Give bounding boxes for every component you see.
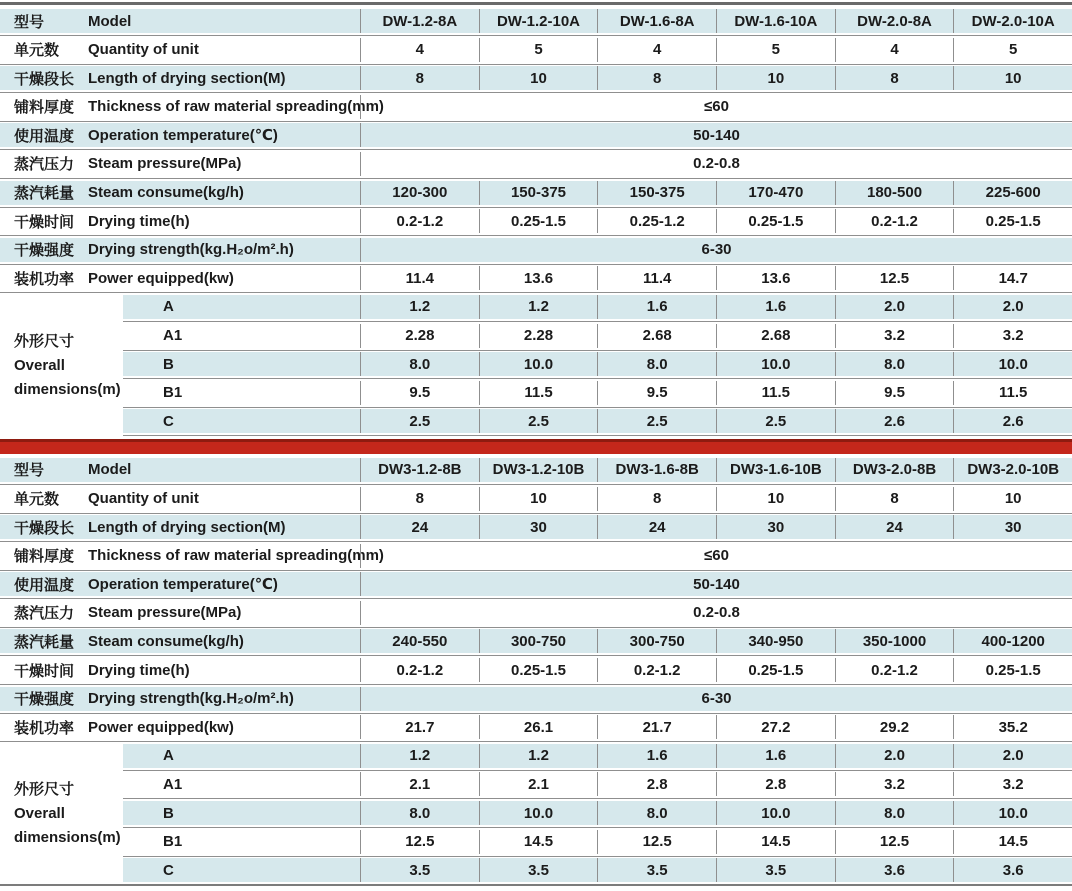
row-label-cn: 型号	[14, 462, 45, 480]
row-values	[360, 515, 1072, 539]
value-cell: 8.0	[835, 801, 954, 825]
row-label	[0, 266, 360, 290]
spec-row-time	[0, 209, 1072, 233]
row-values	[360, 487, 1072, 511]
dim-sub-label: B1	[163, 833, 183, 851]
value-cell: 1.6	[597, 295, 716, 319]
value-cell: 3.2	[835, 772, 954, 796]
row-label-en: Drying strength(kg.H₂o/m².h)	[88, 241, 294, 259]
value-cell-spanned: ≤60	[704, 547, 729, 565]
value-cell: 3.2	[953, 324, 1072, 348]
dim-row-B	[123, 801, 1072, 825]
value-cell: 150-375	[479, 181, 598, 205]
row-values	[360, 9, 1072, 33]
model-name-cell: DW-2.0-10A	[953, 9, 1072, 33]
value-cell: 3.5	[479, 858, 598, 882]
row-label	[0, 95, 384, 119]
value-cell: 14.5	[479, 830, 598, 854]
value-cell: 0.2-1.2	[396, 212, 444, 230]
value-cell: 10.0	[953, 801, 1072, 825]
model-name-cell: DW-2.0-8A	[835, 9, 954, 33]
value-cell: 0.25-1.5	[716, 209, 835, 233]
overall-dimensions-label-line: dimensions(m)	[14, 829, 121, 847]
row-values	[360, 772, 1072, 796]
overall-dimensions-label-line: 外形尺寸	[14, 333, 75, 351]
dim-row-A	[123, 744, 1072, 768]
row-label	[0, 658, 360, 682]
row-values	[360, 66, 1072, 90]
row-values	[360, 572, 1072, 596]
row-label-cn: 干燥时间	[14, 213, 75, 231]
value-cell: 12.5	[835, 830, 954, 854]
row-label	[0, 209, 360, 233]
row-values	[360, 458, 1072, 482]
value-cell: 10	[716, 66, 835, 90]
spec-row-power	[0, 715, 1072, 739]
row-label-en: Operation temperature(℃)	[88, 576, 278, 594]
value-cell: 300-750	[479, 629, 598, 653]
value-cell: 3.5	[409, 861, 431, 879]
row-values	[360, 544, 1072, 568]
value-cell-spanned: 50-140	[693, 575, 740, 593]
value-cell: 35.2	[953, 715, 1072, 739]
spec-row-models	[0, 9, 1072, 33]
row-label-en: Thickness of raw material spreading(mm)	[88, 98, 384, 116]
value-cell: 10.0	[479, 352, 598, 376]
spec-table-a	[0, 9, 1072, 438]
value-cell: 10	[479, 487, 598, 511]
value-cell: 24	[597, 515, 716, 539]
row-label-cn: 蒸汽耗量	[14, 633, 75, 651]
value-cell-spanned: ≤60	[704, 98, 729, 116]
value-cell: 8	[835, 66, 954, 90]
value-cell: 30	[953, 515, 1072, 539]
row-label-en: Steam pressure(MPa)	[88, 604, 242, 622]
model-name-cell: DW-1.2-10A	[479, 9, 598, 33]
value-cell-spanned: 0.2-0.8	[693, 604, 740, 622]
value-cell: 170-470	[716, 181, 835, 205]
row-values	[360, 658, 1072, 682]
row-values	[360, 858, 1072, 882]
dim-sub-label: C	[163, 861, 174, 879]
row-label-cn: 使用温度	[14, 127, 75, 145]
row-label-en: Thickness of raw material spreading(mm)	[88, 547, 384, 565]
spec-row-quantity	[0, 38, 1072, 62]
row-label-en: Drying time(h)	[88, 661, 190, 679]
value-cell: 150-375	[597, 181, 716, 205]
row-label-en: Quantity of unit	[88, 41, 199, 59]
dim-sub-label: A	[163, 298, 174, 316]
row-label	[0, 687, 360, 711]
spec-row-quantity	[0, 487, 1072, 511]
value-cell: 2.5	[716, 409, 835, 433]
value-cell: 4	[597, 38, 716, 62]
value-cell: 1.2	[409, 298, 431, 316]
dim-row-C	[123, 409, 1072, 433]
row-values	[360, 295, 1072, 319]
row-label	[0, 715, 360, 739]
value-cell: 2.5	[479, 409, 598, 433]
row-label-en: Quantity of unit	[88, 490, 199, 507]
value-cell-spanned: 50-140	[693, 126, 740, 144]
value-cell: 11.5	[953, 381, 1072, 405]
value-cell: 8	[415, 490, 424, 507]
value-cell: 3.5	[716, 858, 835, 882]
value-cell: 0.25-1.5	[479, 209, 598, 233]
model-name-cell: DW3-1.6-8B	[597, 458, 716, 482]
dim-row-B1	[123, 381, 1072, 405]
spec-row-length	[0, 66, 1072, 90]
row-values	[360, 715, 1072, 739]
value-cell: 0.2-1.2	[396, 661, 444, 679]
value-cell: 10	[953, 66, 1072, 90]
value-cell: 8	[835, 487, 954, 511]
overall-dimensions-label-line: dimensions(m)	[14, 381, 121, 399]
red-divider-bar	[0, 439, 1072, 454]
value-cell: 5	[953, 38, 1072, 62]
value-cell: 12.5	[597, 830, 716, 854]
value-cell: 0.25-1.5	[953, 209, 1072, 233]
bottom-border-bar	[0, 884, 1072, 886]
value-cell: 3.2	[953, 772, 1072, 796]
value-cell: 240-550	[392, 632, 448, 650]
row-label-cn: 铺料厚度	[14, 548, 75, 566]
value-cell: 14.5	[953, 830, 1072, 854]
value-cell: 1.2	[479, 295, 598, 319]
spec-row-temperature	[0, 123, 1072, 147]
row-label-cn: 单元数	[14, 491, 60, 508]
row-label	[0, 458, 360, 482]
row-label	[0, 629, 360, 653]
row-label-cn: 单元数	[14, 42, 60, 60]
row-values	[360, 409, 1072, 433]
row-label-cn: 蒸汽耗量	[14, 185, 75, 203]
value-cell: 0.25-1.2	[597, 209, 716, 233]
row-label-cn: 使用温度	[14, 576, 75, 594]
value-cell: 24	[411, 518, 429, 536]
value-cell-spanned: 0.2-0.8	[693, 155, 740, 173]
dim-row-C	[123, 858, 1072, 882]
value-cell: 5	[716, 38, 835, 62]
value-cell: 0.2-1.2	[597, 658, 716, 682]
value-cell: 10.0	[953, 352, 1072, 376]
value-cell: 2.0	[835, 744, 954, 768]
spec-row-length	[0, 515, 1072, 539]
value-cell: 11.4	[405, 269, 435, 287]
row-label-en: Drying time(h)	[88, 212, 190, 230]
value-cell: 10	[716, 487, 835, 511]
value-cell: 8.0	[597, 352, 716, 376]
row-values	[360, 123, 1072, 147]
value-cell: 225-600	[953, 181, 1072, 205]
value-cell: 8	[415, 69, 424, 87]
spec-row-strength	[0, 238, 1072, 262]
dim-sub-label: C	[163, 412, 174, 430]
dim-sub-label: B1	[163, 384, 183, 402]
row-values	[360, 324, 1072, 348]
overall-dimensions-section	[0, 295, 1072, 438]
value-cell: 3.5	[597, 858, 716, 882]
row-label-en: Model	[88, 12, 132, 30]
overall-dimensions-label	[0, 744, 123, 884]
value-cell: 2.5	[409, 412, 431, 430]
value-cell: 400-1200	[953, 629, 1072, 653]
value-cell: 2.28	[479, 324, 598, 348]
row-label-en: Power equipped(kw)	[88, 269, 234, 287]
dim-sub-label: B	[163, 355, 174, 373]
row-label-cn: 干燥强度	[14, 242, 75, 260]
dimension-rows	[123, 295, 1072, 438]
value-cell: 2.0	[835, 295, 954, 319]
value-cell: 8	[597, 66, 716, 90]
row-label-cn: 蒸汽压力	[14, 605, 75, 623]
spec-row-power	[0, 266, 1072, 290]
value-cell: 2.68	[716, 324, 835, 348]
row-label-en: Steam consume(kg/h)	[88, 632, 244, 650]
row-label-en: Length of drying section(M)	[88, 69, 286, 87]
value-cell: 300-750	[597, 629, 716, 653]
row-label	[0, 487, 360, 511]
row-label-en: Length of drying section(M)	[88, 518, 286, 536]
overall-dimensions-label-line: Overall	[14, 805, 65, 823]
dimension-rows	[123, 744, 1072, 884]
value-cell: 2.8	[597, 772, 716, 796]
dim-sub-label: A1	[163, 775, 183, 793]
spec-row-consume	[0, 181, 1072, 205]
value-cell: 120-300	[392, 184, 448, 202]
model-name-cell: DW-1.6-10A	[716, 9, 835, 33]
value-cell: 9.5	[597, 381, 716, 405]
model-name-cell: DW3-1.2-10B	[479, 458, 598, 482]
value-cell: 8.0	[409, 355, 431, 373]
row-label	[0, 238, 360, 262]
spec-row-consume	[0, 629, 1072, 653]
value-cell: 11.5	[716, 381, 835, 405]
spec-row-models	[0, 458, 1072, 482]
row-values	[360, 352, 1072, 376]
value-cell: 24	[835, 515, 954, 539]
value-cell: 8.0	[409, 804, 431, 822]
row-values	[360, 830, 1072, 854]
row-values	[360, 209, 1072, 233]
value-cell: 21.7	[405, 718, 435, 736]
row-label-en: Model	[88, 461, 132, 479]
model-name-cell: DW-1.2-8A	[382, 12, 458, 30]
row-label	[0, 572, 360, 596]
value-cell: 2.28	[405, 327, 435, 345]
value-cell: 180-500	[835, 181, 954, 205]
value-cell: 30	[716, 515, 835, 539]
row-label-en: Drying strength(kg.H₂o/m².h)	[88, 690, 294, 708]
spec-row-pressure	[0, 601, 1072, 625]
dim-sub-label: A1	[163, 327, 183, 345]
row-values	[360, 152, 1072, 176]
value-cell: 2.0	[953, 295, 1072, 319]
value-cell: 0.25-1.5	[479, 658, 598, 682]
row-label	[0, 601, 360, 625]
value-cell-spanned: 6-30	[701, 241, 732, 259]
row-values	[360, 181, 1072, 205]
value-cell: 10.0	[716, 352, 835, 376]
row-label	[0, 181, 360, 205]
value-cell: 10	[479, 66, 598, 90]
value-cell: 12.5	[835, 266, 954, 290]
model-name-cell: DW-1.6-8A	[597, 9, 716, 33]
row-values	[360, 238, 1072, 262]
value-cell: 10.0	[716, 801, 835, 825]
value-cell: 11.4	[597, 266, 716, 290]
value-cell: 4	[415, 41, 424, 59]
row-label-en: Steam consume(kg/h)	[88, 184, 244, 202]
value-cell: 3.6	[953, 858, 1072, 882]
value-cell: 2.6	[953, 409, 1072, 433]
spec-row-temperature	[0, 572, 1072, 596]
value-cell: 1.2	[479, 744, 598, 768]
row-label-cn: 干燥段长	[14, 70, 75, 88]
model-name-cell: DW3-2.0-10B	[953, 458, 1072, 482]
value-cell: 4	[835, 38, 954, 62]
dim-sub-label: B	[163, 804, 174, 822]
model-name-cell: DW3-2.0-8B	[835, 458, 954, 482]
row-values	[360, 38, 1072, 62]
value-cell: 9.5	[835, 381, 954, 405]
value-cell: 12.5	[405, 833, 435, 851]
value-cell: 14.7	[953, 266, 1072, 290]
value-cell: 21.7	[597, 715, 716, 739]
row-label	[0, 515, 360, 539]
value-cell: 5	[479, 38, 598, 62]
value-cell: 2.8	[716, 772, 835, 796]
value-cell: 29.2	[835, 715, 954, 739]
row-values	[360, 801, 1072, 825]
value-cell: 13.6	[479, 266, 598, 290]
row-values	[360, 95, 1072, 119]
row-values	[360, 687, 1072, 711]
spec-table-b	[0, 458, 1072, 884]
overall-dimensions-section	[0, 744, 1072, 884]
value-cell: 13.6	[716, 266, 835, 290]
value-cell: 1.6	[716, 744, 835, 768]
row-label	[0, 9, 360, 33]
value-cell: 2.0	[953, 744, 1072, 768]
row-label-cn: 装机功率	[14, 270, 75, 288]
row-label-cn: 装机功率	[14, 719, 75, 737]
row-values	[360, 381, 1072, 405]
value-cell: 2.1	[409, 775, 431, 793]
row-label-cn: 干燥时间	[14, 662, 75, 680]
dim-row-A1	[123, 772, 1072, 796]
value-cell: 3.2	[835, 324, 954, 348]
row-values	[360, 601, 1072, 625]
overall-dimensions-label-line: Overall	[14, 357, 65, 375]
row-label-cn: 干燥段长	[14, 519, 75, 537]
spec-row-thickness	[0, 544, 1072, 568]
value-cell-spanned: 6-30	[701, 690, 732, 708]
row-label	[0, 152, 360, 176]
value-cell: 0.2-1.2	[835, 209, 954, 233]
value-cell: 8	[597, 487, 716, 511]
value-cell: 8.0	[597, 801, 716, 825]
model-name-cell: DW3-1.2-8B	[378, 461, 462, 479]
value-cell: 2.6	[835, 409, 954, 433]
value-cell: 0.2-1.2	[835, 658, 954, 682]
value-cell: 340-950	[716, 629, 835, 653]
value-cell: 27.2	[716, 715, 835, 739]
row-label-en: Steam pressure(MPa)	[88, 155, 242, 173]
value-cell: 1.6	[597, 744, 716, 768]
dim-row-B1	[123, 830, 1072, 854]
value-cell: 26.1	[479, 715, 598, 739]
value-cell: 350-1000	[835, 629, 954, 653]
spec-row-thickness	[0, 95, 1072, 119]
dim-row-B	[123, 352, 1072, 376]
value-cell: 14.5	[716, 830, 835, 854]
value-cell: 3.6	[835, 858, 954, 882]
value-cell: 9.5	[409, 384, 431, 402]
value-cell: 2.68	[597, 324, 716, 348]
top-border-bar	[0, 2, 1072, 5]
row-label-cn: 干燥强度	[14, 691, 75, 709]
row-values	[360, 629, 1072, 653]
value-cell: 2.5	[597, 409, 716, 433]
value-cell: 10	[953, 487, 1072, 511]
row-label	[0, 66, 360, 90]
value-cell: 30	[479, 515, 598, 539]
value-cell: 11.5	[479, 381, 598, 405]
row-label-cn: 铺料厚度	[14, 99, 75, 117]
dim-row-A	[123, 295, 1072, 319]
value-cell: 0.25-1.5	[716, 658, 835, 682]
row-label-en: Power equipped(kw)	[88, 718, 234, 736]
row-label	[0, 38, 360, 62]
dim-sub-label: A	[163, 747, 174, 765]
value-cell: 1.2	[409, 747, 431, 765]
overall-dimensions-label-line: 外形尺寸	[14, 781, 75, 799]
value-cell: 2.1	[479, 772, 598, 796]
value-cell: 8.0	[835, 352, 954, 376]
spec-row-time	[0, 658, 1072, 682]
model-name-cell: DW3-1.6-10B	[716, 458, 835, 482]
row-values	[360, 266, 1072, 290]
value-cell: 1.6	[716, 295, 835, 319]
row-label	[0, 123, 360, 147]
row-label-cn: 型号	[14, 13, 45, 31]
spec-row-strength	[0, 687, 1072, 711]
dim-row-A1	[123, 324, 1072, 348]
row-label-en: Operation temperature(℃)	[88, 127, 278, 145]
row-label-cn: 蒸汽压力	[14, 156, 75, 174]
row-label	[0, 544, 384, 568]
row-values	[360, 744, 1072, 768]
value-cell: 10.0	[479, 801, 598, 825]
overall-dimensions-label	[0, 295, 123, 438]
value-cell: 0.25-1.5	[953, 658, 1072, 682]
spec-row-pressure	[0, 152, 1072, 176]
